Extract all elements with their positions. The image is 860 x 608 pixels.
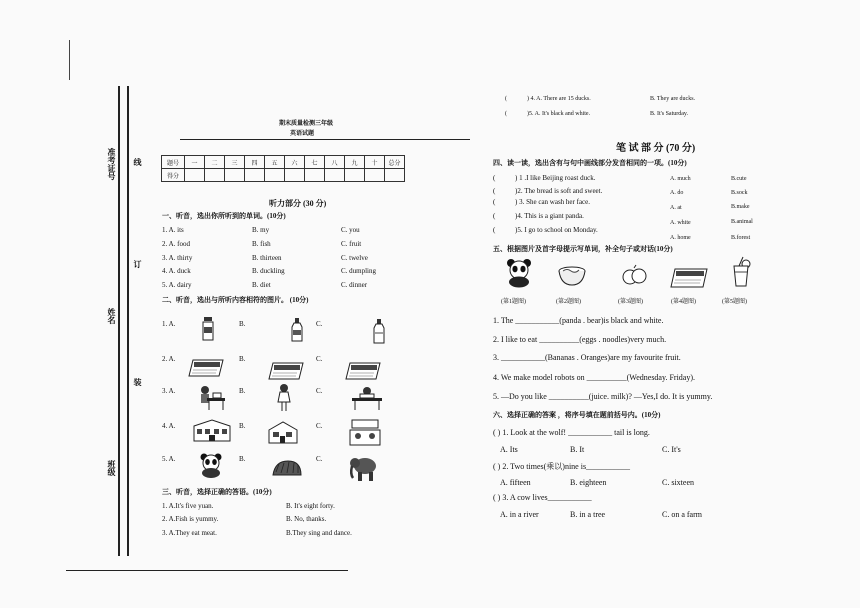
name-label: 姓名 [107,308,116,324]
score-cell: 六 [285,156,305,169]
score-table-header-row [162,156,405,169]
binding-line-inner [127,86,129,556]
s1-q5-b: B. diet [252,281,271,289]
section-1-title: 一、听音，选出你所听到的单词。(10分) [162,212,286,220]
s1-q2-a: 2. A. food [162,240,190,248]
s1-q1-c: C. you [341,226,360,234]
water-bottle-icon [373,319,385,345]
s2-q4-a: 4. A. [162,422,176,430]
picture-caption-1: (第1题图) [501,299,526,305]
s2-q4-c: C. [316,422,323,430]
s3-q2-b: B. No, thanks. [286,515,327,523]
s1-q1-a: 1. A. its [162,226,184,234]
picture-caption-4: (第4题图) [671,299,696,305]
s1-q5-c: C. dinner [341,281,368,289]
binding-char-line: 线 [133,158,142,166]
section-3-title: 三、听音，选择正确的答语。(10分) [162,488,272,496]
score-input-cell[interactable] [285,169,305,182]
score-cell: 二 [205,156,225,169]
exam-subtitle: 英语试题 [290,131,315,137]
calendar-icon [344,359,382,381]
section-6-title: 六、选择正确的答案 ，将序号填在题前括号内。(10分) [493,411,661,419]
s5-q2: 2. I like to eat __________(eggs . noodles)very much. [493,335,667,344]
s6-q2-a: A. fifteen [500,478,531,487]
s6-q2-b: B. eighteen [570,478,607,487]
picture-caption-5: (第5题图) [722,299,747,305]
rt-q4-a: ) 4. A. There are 15 ducks. [527,96,591,102]
s4-q1: ) 1 .I like Beijing roast duck. [515,174,596,182]
score-cell: 得分 [162,169,185,182]
s4-q4-b: B.animal [731,219,753,225]
milk-bottle-icon [200,316,216,342]
s4-q2-paren: ( [493,187,496,195]
s2-q5-a: 5. A. [162,455,176,463]
s2-q3-b: B. [239,387,246,395]
score-input-cell[interactable] [185,169,205,182]
s5-q5: 5. —Do you like __________(juice. milk)? —Yes,I do. It is yummy. [493,392,713,401]
class-label: 班级 [107,460,116,476]
elephant-icon [348,454,378,482]
s3-q1-b: B. It's eight forty. [286,502,335,510]
s4-q3-paren: ( [493,198,496,206]
s2-q1-c: C. [316,320,323,328]
s2-q4-b: B. [239,422,246,430]
s3-q2-a: 2. A.Fish is yummy. [162,515,219,523]
s6-q1: ( ) 1. Look at the wolf! ___________ tail is long. [493,428,650,437]
s4-q2: )2. The bread is soft and sweet. [515,187,603,195]
score-cell: 题号 [162,156,185,169]
s4-q4: )4. This is a giant panda. [515,212,584,220]
score-input-cell[interactable] [265,169,285,182]
binding-char-order: 订 [133,260,142,268]
s6-q1-b: B. It [570,445,585,454]
s3-q3-a: 3. A.They eat meat. [162,529,217,537]
rt-q4-paren: ( [505,96,507,102]
s3-q1-a: 1. A.It's five yuan. [162,502,214,510]
s5-q3: 3. ___________(Bananas . Oranges)are my favourite fruit. [493,353,681,362]
s3-q3-b: B.They sing and dance. [286,529,352,537]
s2-q2-b: B. [239,355,246,363]
hedgehog-icon [270,458,304,478]
s4-q4-a: A. white [670,220,691,226]
score-input-cell[interactable] [245,169,265,182]
s1-q4-c: C. dumpling [341,267,377,275]
picture-caption-2: (第2题图) [556,299,581,305]
calendar-icon [267,359,305,381]
s4-q3: ) 3. She can wash her face. [515,198,591,206]
score-table [161,155,405,182]
score-input-cell[interactable] [325,169,345,182]
s4-q1-paren: ( [493,174,496,182]
s6-q3-a: A. in a river [500,510,539,519]
header-rule [180,139,470,140]
s1-q5-a: 5. A. dairy [162,281,192,289]
calendar-icon [187,356,225,378]
s4-q4-paren: ( [493,212,496,220]
s2-q1-a: 1. A. [162,320,176,328]
s2-q2-c: C. [316,355,323,363]
s6-q3-c: C. on a farm [662,510,702,519]
s4-q5: )5. I go to school on Monday. [515,226,598,234]
bottom-rule [66,570,348,571]
section-4-title: 四、读一读，选出含有与句中画线部分发音相同的一项。(10分) [493,159,687,167]
s1-q3-a: 3. A. thirty [162,254,193,262]
s4-q3-a: A. at [670,205,682,211]
score-input-cell[interactable] [345,169,365,182]
score-cell: 七 [305,156,325,169]
school-building-icon [192,418,232,442]
s6-q2-c: C. sixteen [662,478,694,487]
rt-q4-b: B. They are ducks. [650,96,696,102]
s1-q4-b: B. duckling [252,267,285,275]
exam-title: 期末质量检测三年级 [279,121,334,127]
binding-char-bind: 装 [133,378,142,386]
juice-bottle-icon [290,318,304,342]
section-5-title: 五、根据图片及首字母提示写单词，补全句子或对话(10分) [493,245,673,253]
juice-glass-icon [730,256,752,288]
written-title: 笔 试 部 分 (70 分) [616,143,696,154]
score-input-cell[interactable] [205,169,225,182]
s1-q2-b: B. fish [252,240,271,248]
s4-q2-a: A. do [670,190,684,196]
score-input-cell[interactable] [385,169,405,182]
s4-q2-b: B.sock [731,190,748,196]
child-reading-icon [350,386,384,412]
calendar-icon [669,265,709,289]
child-at-desk-icon [193,384,227,412]
score-cell: 四 [245,156,265,169]
s1-q3-b: B. thirteen [252,254,282,262]
score-input-cell[interactable] [305,169,325,182]
s5-q4: 4. We make model robots on __________(Wednesday. Friday). [493,373,696,382]
s2-q5-b: B. [239,455,246,463]
score-cell: 总分 [385,156,405,169]
s6-q2: ( ) 2. Two times(乘以)nine is___________ [493,462,631,471]
house-icon [266,420,300,444]
s2-q2-a: 2. A. [162,355,176,363]
score-input-cell[interactable] [365,169,385,182]
picture-caption-3: (第3题图) [618,299,643,305]
s4-q5-paren: ( [493,226,496,234]
s6-q1-c: C. It's [662,445,681,454]
binding-line-left [69,40,70,80]
score-cell: 五 [265,156,285,169]
s4-q5-a: A. home [670,235,691,241]
s1-q1-b: B. my [252,226,270,234]
noodle-bowl-icon [557,265,587,287]
rt-q5-paren: ( [505,111,507,117]
s1-q2-c: C. fruit [341,240,362,248]
score-cell: 三 [225,156,245,169]
s6-q3-b: B. in a tree [570,510,606,519]
s6-q1-a: A. Its [500,445,518,454]
ticket-number-label: 准考证号 [107,148,116,180]
s4-q1-b: B.cute [731,176,747,182]
score-cell: 九 [345,156,365,169]
s4-q3-b: B.make [731,204,750,210]
panda-icon [198,452,224,478]
score-cell: 八 [325,156,345,169]
girl-standing-icon [275,383,293,413]
s2-q1-b: B. [239,320,246,328]
s4-q5-b: B.forest [731,235,751,241]
score-cell: 十 [365,156,385,169]
binding-line-outer [118,86,120,556]
s1-q3-c: C. twelve [341,254,368,262]
score-cell: 一 [185,156,205,169]
score-input-cell[interactable] [225,169,245,182]
s2-q3-a: 3. A. [162,387,176,395]
section-2-title: 二、听音，选出与所听内容相符的图片。 (10分) [162,296,309,304]
s5-q1: 1. The ___________(panda . bear)is black and white. [493,316,664,325]
s2-q3-c: C. [316,387,323,395]
score-table-score-row [162,169,405,182]
kitchen-icon [348,416,382,446]
s4-q1-a: A. much [670,176,691,182]
rt-q5-a: )5. A. It's black and white. [527,111,591,117]
s1-q4-a: 4. A. duck [162,267,191,275]
s6-q3: ( ) 3. A cow lives___________ [493,493,592,502]
panda-icon [505,258,533,288]
rt-q5-b: B. It's Saturday. [650,111,689,117]
s2-q5-c: C. [316,455,323,463]
oranges-icon [621,264,647,288]
listening-title: 听力部分 (30 分) [269,199,327,208]
